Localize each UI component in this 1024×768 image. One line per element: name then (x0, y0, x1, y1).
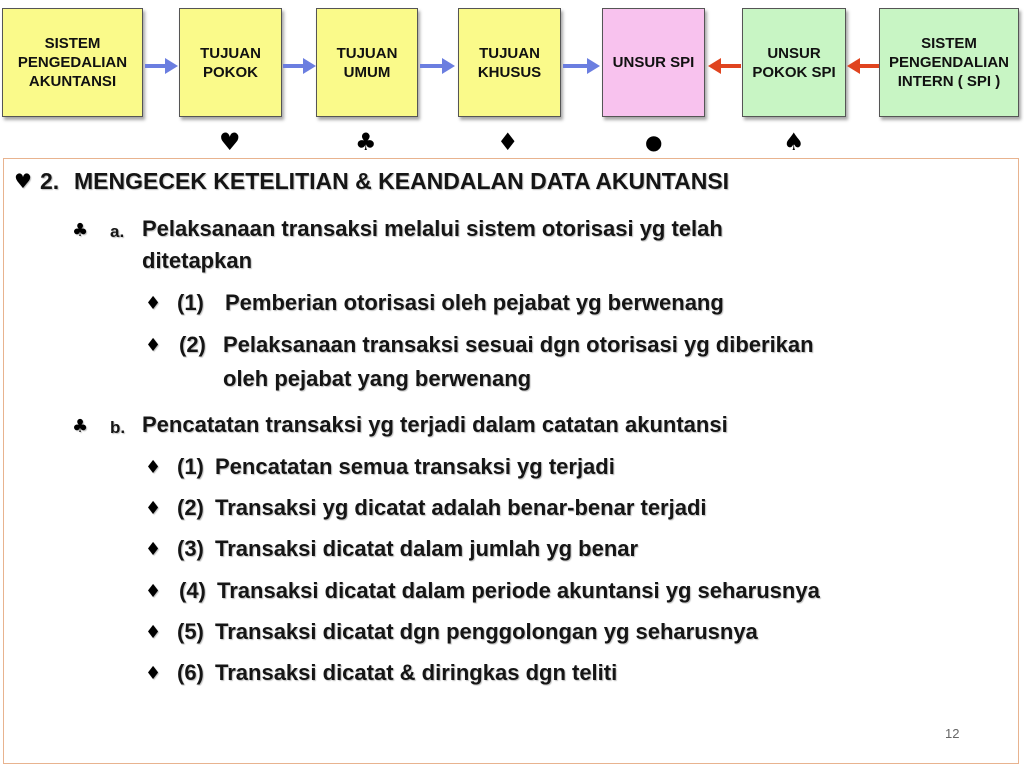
heading-text: MENGECEK KETELITIAN & KEANDALAN DATA AKUNTANSI (74, 168, 730, 194)
section-a-text: Pelaksanaan transaksi melalui sistem otorisasi yg telah (142, 216, 723, 241)
page-number: 12 (945, 726, 960, 741)
item-number: (2) (177, 495, 204, 520)
diamond-bullet-icon: ♦ (145, 581, 162, 602)
heart-bullet-icon: ♥ (14, 169, 32, 193)
item-number: (6) (177, 660, 204, 685)
box-unsur-pokok-spi (742, 8, 846, 117)
diamond-bullet-icon: ♦ (145, 663, 162, 684)
spade-icon: ♠ (783, 128, 805, 156)
box-tujuan-pokok (179, 8, 282, 117)
diamond-bullet-icon: ♦ (145, 335, 162, 356)
diamond-bullet-icon: ♦ (145, 498, 162, 519)
box-label: TUJUAN POKOK (200, 44, 261, 81)
item-text-continued: oleh pejabat yang berwenang (223, 366, 532, 391)
heading-number: 2. (40, 168, 60, 194)
arrow-right-icon (145, 56, 179, 76)
box-tujuan-umum (316, 8, 418, 117)
item-text: Pencatatan semua transaksi yg terjadi (215, 454, 615, 479)
club-bullet-icon: ♣ (72, 220, 89, 241)
box-label: UNSUR SPI (612, 54, 695, 71)
item-text: Transaksi dicatat dalam periode akuntansi yg seharusnya (217, 578, 820, 603)
diamond-bullet-icon: ♦ (145, 293, 162, 314)
diamond-icon: ♦ (497, 128, 519, 156)
section-b-letter: b. (110, 418, 126, 437)
item-text: Transaksi yg dicatat adalah benar-benar terjadi (215, 495, 707, 520)
box-label: TUJUAN KHUSUS (477, 44, 542, 81)
arrow-right-icon (563, 56, 601, 76)
box-tujuan-khusus (458, 8, 561, 117)
box-label: TUJUAN UMUM (336, 44, 398, 81)
arrow-left-icon (707, 56, 741, 76)
box-label: SISTEM PENGEDALIAN AKUNTANSI (17, 35, 128, 90)
diamond-bullet-icon: ♦ (145, 622, 162, 643)
box-sistem-pengendalian-intern (879, 8, 1019, 117)
arrow-right-icon (420, 56, 456, 76)
item-number: (4) (179, 578, 206, 603)
box-unsur-spi (602, 8, 705, 117)
item-number: (3) (177, 536, 204, 561)
heart-icon: ♥ (219, 128, 241, 156)
box-label: UNSUR POKOK SPI (752, 44, 836, 81)
arrow-left-icon (846, 56, 879, 76)
item-number: (1) (177, 290, 204, 315)
section-b-text: Pencatatan transaksi yg terjadi dalam catatan akuntansi (142, 412, 728, 437)
diamond-bullet-icon: ♦ (145, 457, 162, 478)
club-bullet-icon: ♣ (72, 416, 89, 437)
item-number: (1) (177, 454, 204, 479)
item-text: Transaksi dicatat & diringkas dgn teliti (215, 660, 618, 685)
circle-icon: ● (645, 130, 663, 154)
item-text: Transaksi dicatat dalam jumlah yg benar (215, 536, 639, 561)
item-number: (2) (179, 332, 206, 357)
club-icon: ♣ (355, 128, 377, 156)
section-a-text-continued: ditetapkan (142, 248, 253, 273)
diamond-bullet-icon: ♦ (145, 539, 162, 560)
box-label: SISTEM PENGENDALIAN INTERN ( SPI ) (888, 35, 1009, 90)
item-text: Pemberian otorisasi oleh pejabat yg berwenang (225, 290, 724, 315)
box-sistem-pengendalian-akuntansi (2, 8, 143, 117)
arrow-right-icon (283, 56, 317, 76)
item-text: Pelaksanaan transaksi sesuai dgn otorisasi yg diberikan (223, 332, 814, 357)
section-a-letter: a. (110, 222, 125, 241)
item-number: (5) (177, 619, 204, 644)
item-text: Transaksi dicatat dgn penggolongan yg seharusnya (215, 619, 758, 644)
